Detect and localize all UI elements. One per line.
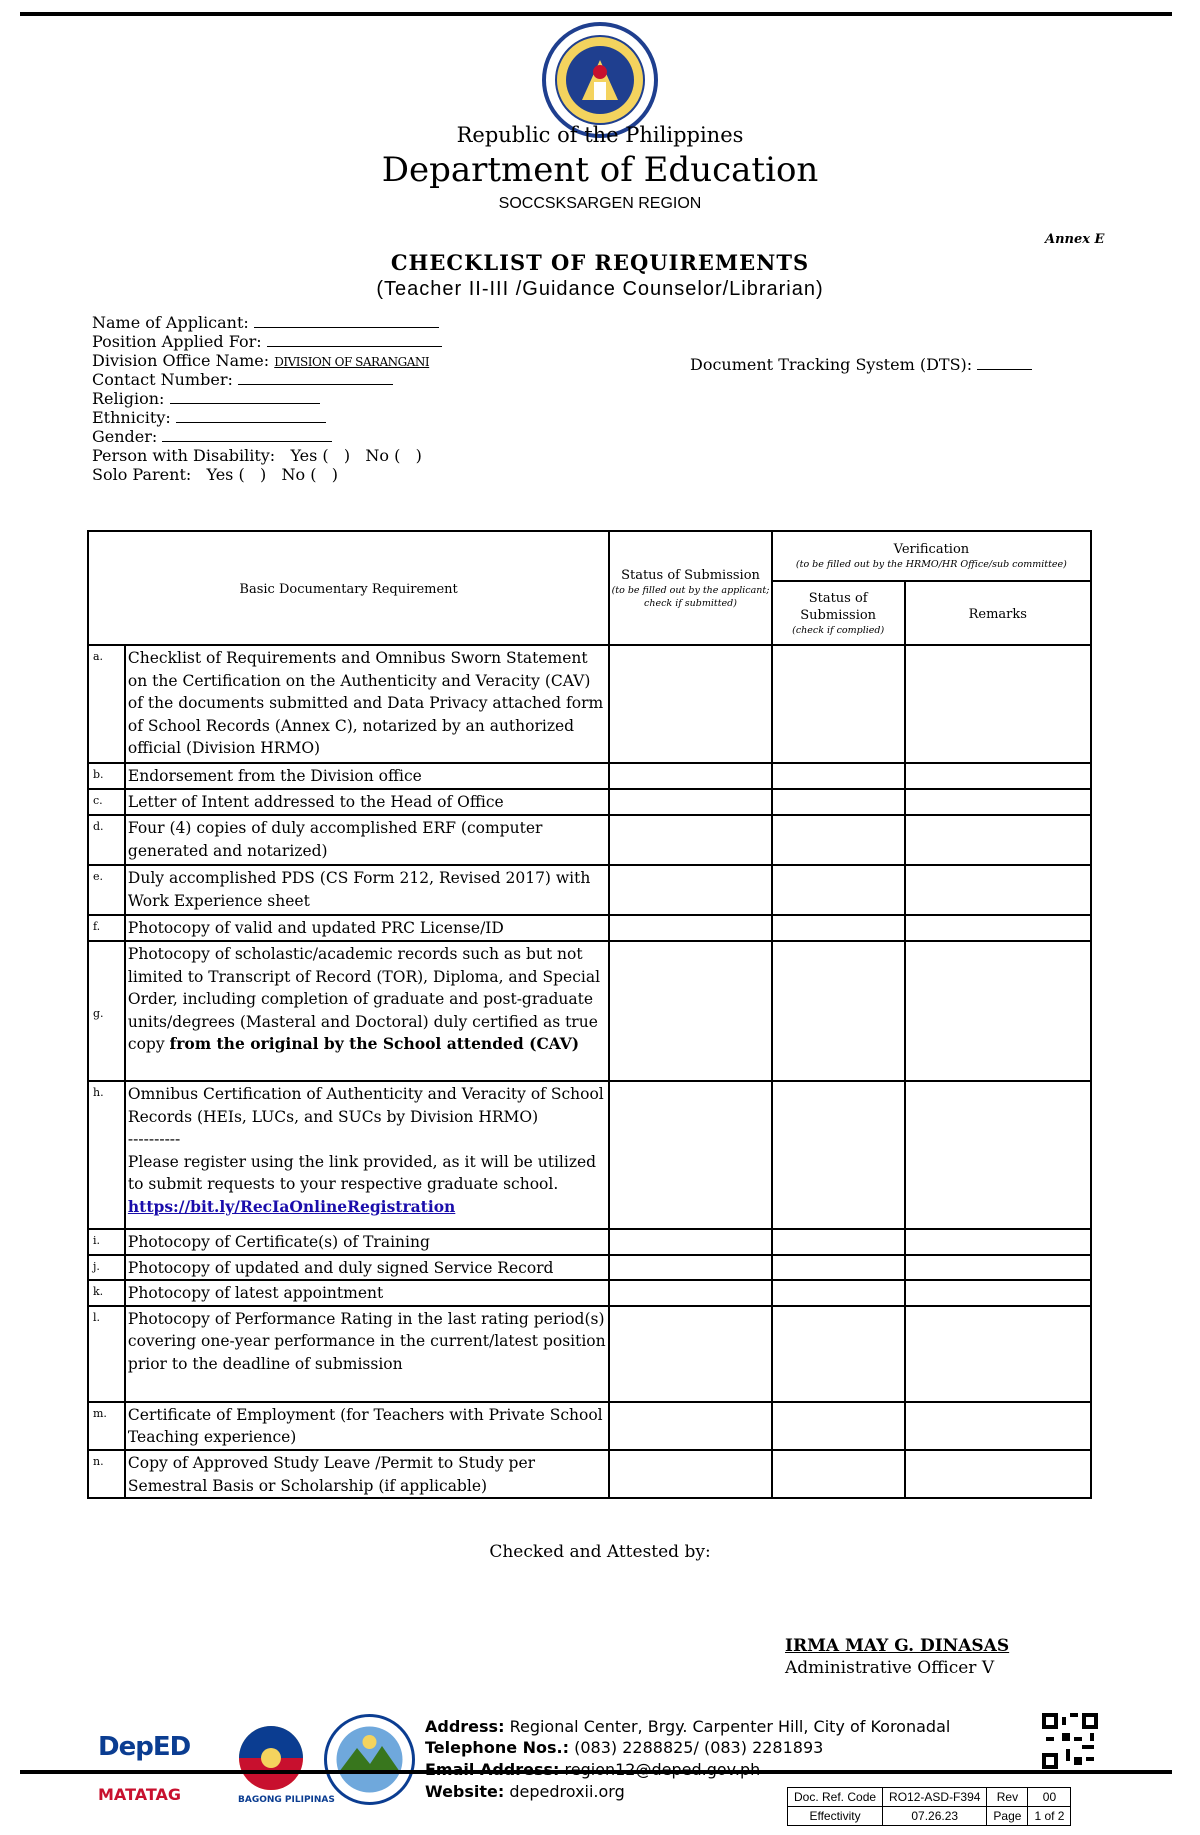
region-seal-logo: [322, 1712, 417, 1807]
table-row: l. Photocopy of Performance Rating in the last rating period(s) covering one-year performance in the current/latest position prior to the deadline of submission: [88, 1306, 1091, 1402]
status-cell[interactable]: [609, 1280, 772, 1306]
position-applied-field[interactable]: Position Applied For:: [92, 332, 442, 351]
footer-telephone: Telephone Nos.: (083) 2288825/ (083) 2281893: [425, 1738, 824, 1757]
contact-number-field[interactable]: Contact Number:: [92, 370, 393, 389]
table-row: n. Copy of Approved Study Leave /Permit to Study per Semestral Basis or Scholarship (if applicable): [88, 1450, 1091, 1498]
remarks-cell[interactable]: [905, 815, 1091, 865]
status-cell[interactable]: [609, 1081, 772, 1229]
status-cell[interactable]: [609, 1229, 772, 1255]
status-cell[interactable]: [609, 789, 772, 815]
remarks-cell[interactable]: [905, 1280, 1091, 1306]
remarks-cell[interactable]: [905, 1255, 1091, 1281]
deped-logo: DepED: [98, 1732, 191, 1762]
remarks-cell[interactable]: [905, 865, 1091, 915]
table-row: b. Endorsement from the Division office: [88, 763, 1091, 789]
table-row: e. Duly accomplished PDS (CS Form 212, Revised 2017) with Work Experience sheet: [88, 865, 1091, 915]
top-rule: [20, 12, 1172, 16]
dts-field[interactable]: Document Tracking System (DTS):: [690, 355, 1032, 374]
deped-seal-logo: [540, 20, 660, 140]
table-row: a. Checklist of Requirements and Omnibus Sworn Statement on the Certification on the Authenticity and Veracity (CAV) of the documents submitted and Data Privacy attached form of School Records (Annex C), notarized by an authorized official (Division HRMO): [88, 645, 1091, 763]
verification-cell[interactable]: [772, 1450, 905, 1498]
signatory-title: Administrative Officer V: [785, 1658, 995, 1678]
verification-cell[interactable]: [772, 789, 905, 815]
header-remarks: Remarks: [905, 581, 1091, 645]
department-heading: Department of Education: [381, 150, 819, 190]
header-verification-status: Status of Submission (check if complied): [772, 581, 905, 645]
religion-field[interactable]: Religion:: [92, 389, 320, 408]
signatory-name: IRMA MAY G. DINASAS: [785, 1636, 1010, 1656]
status-cell[interactable]: [609, 1255, 772, 1281]
verification-cell[interactable]: [772, 1306, 905, 1402]
qr-code-icon: [1042, 1713, 1098, 1769]
remarks-cell[interactable]: [905, 645, 1091, 763]
table-row: f. Photocopy of valid and updated PRC License/ID: [88, 915, 1091, 941]
requirements-table: [87, 530, 1092, 1499]
verification-cell[interactable]: [772, 1081, 905, 1229]
verification-cell[interactable]: [772, 1229, 905, 1255]
bottom-rule: [20, 1770, 1172, 1774]
verification-cell[interactable]: [772, 941, 905, 1081]
table-row: g. Photocopy of scholastic/academic records such as but not limited to Transcript of Record (TOR), Diploma, and Special Order, including completion of graduate and post-graduate units/degrees (Masteral and Doctoral) duly certified as true copy from the original by the School attended (CAV): [88, 941, 1091, 1081]
table-row: j. Photocopy of updated and duly signed Service Record: [88, 1255, 1091, 1281]
status-cell[interactable]: [609, 1402, 772, 1450]
verification-cell[interactable]: [772, 1255, 905, 1281]
remarks-cell[interactable]: [905, 1306, 1091, 1402]
header-requirement: Basic Documentary Requirement: [88, 531, 609, 645]
region-heading: SOCCSKSARGEN REGION: [498, 195, 702, 212]
status-cell[interactable]: [609, 763, 772, 789]
verification-cell[interactable]: [772, 865, 905, 915]
name-of-applicant-field[interactable]: Name of Applicant:: [92, 313, 439, 332]
remarks-cell[interactable]: [905, 1450, 1091, 1498]
matatag-logo: MATATAG: [98, 1785, 182, 1804]
remarks-cell[interactable]: [905, 1402, 1091, 1450]
document-subtitle: (Teacher II-III /Guidance Counselor/Librarian): [376, 278, 824, 300]
ethnicity-field[interactable]: Ethnicity:: [92, 408, 326, 427]
bagong-pilipinas-text: BAGONG PILIPINAS: [238, 1795, 335, 1805]
document-reference-table: Doc. Ref. Code RO12-ASD-F394 Rev 00 Effectivity 07.26.23 Page 1 of 2: [787, 1787, 1071, 1826]
status-cell[interactable]: [609, 1306, 772, 1402]
bagong-pilipinas-logo: [225, 1722, 317, 1800]
remarks-cell[interactable]: [905, 1229, 1091, 1255]
registration-link[interactable]: https://bit.ly/RecIaOnlineRegistration: [127, 1196, 456, 1216]
status-cell[interactable]: [609, 1450, 772, 1498]
document-title: CHECKLIST OF REQUIREMENTS: [390, 250, 810, 275]
status-cell[interactable]: [609, 915, 772, 941]
annex-label: Annex E: [1045, 232, 1105, 247]
division-office-field[interactable]: Division Office Name: DIVISION OF SARANGANI: [92, 351, 430, 370]
verification-cell[interactable]: [772, 915, 905, 941]
remarks-cell[interactable]: [905, 941, 1091, 1081]
table-row: i. Photocopy of Certificate(s) of Training: [88, 1229, 1091, 1255]
solo-parent-options[interactable]: Yes ( ) No ( ): [206, 465, 338, 484]
footer-address: Address: Regional Center, Brgy. Carpenter Hill, City of Koronadal: [425, 1717, 951, 1736]
table-row: c. Letter of Intent addressed to the Head of Office: [88, 789, 1091, 815]
pwd-options[interactable]: Yes ( ) No ( ): [290, 446, 422, 465]
person-with-disability-field[interactable]: Person with Disability: Yes ( ) No ( ): [92, 446, 422, 465]
gender-field[interactable]: Gender:: [92, 427, 332, 446]
attestation-label: Checked and Attested by:: [489, 1542, 711, 1562]
solo-parent-field[interactable]: Solo Parent: Yes ( ) No ( ): [92, 465, 338, 484]
republic-heading: Republic of the Philippines: [456, 123, 744, 147]
remarks-cell[interactable]: [905, 763, 1091, 789]
table-row: h. Omnibus Certification of Authenticity and Veracity of School Records (HEIs, LUCs, and SUCs by Division HRMO) ---------- Please register using the link provided, as it will be utilized to submit requests to your respective graduate school. https://bit.ly/RecIaOnlineRegistration: [88, 1081, 1091, 1229]
verification-cell[interactable]: [772, 1402, 905, 1450]
status-cell[interactable]: [609, 865, 772, 915]
header-verification: Verification (to be filled out by the HRMO/HR Office/sub committee): [772, 531, 1091, 581]
status-cell[interactable]: [609, 815, 772, 865]
verification-cell[interactable]: [772, 1280, 905, 1306]
status-cell[interactable]: [609, 941, 772, 1081]
remarks-cell[interactable]: [905, 1081, 1091, 1229]
status-cell[interactable]: [609, 645, 772, 763]
footer-website: Website: depedroxii.org: [425, 1782, 625, 1801]
verification-cell[interactable]: [772, 815, 905, 865]
remarks-cell[interactable]: [905, 915, 1091, 941]
division-office-value: DIVISION OF SARANGANI: [274, 355, 430, 369]
table-row: d. Four (4) copies of duly accomplished ERF (computer generated and notarized): [88, 815, 1091, 865]
table-row: k. Photocopy of latest appointment: [88, 1280, 1091, 1306]
verification-cell[interactable]: [772, 645, 905, 763]
verification-cell[interactable]: [772, 763, 905, 789]
remarks-cell[interactable]: [905, 789, 1091, 815]
table-row: m. Certificate of Employment (for Teachers with Private School Teaching experience): [88, 1402, 1091, 1450]
header-status-applicant: Status of Submission (to be filled out by the applicant; check if submitted): [609, 531, 772, 645]
